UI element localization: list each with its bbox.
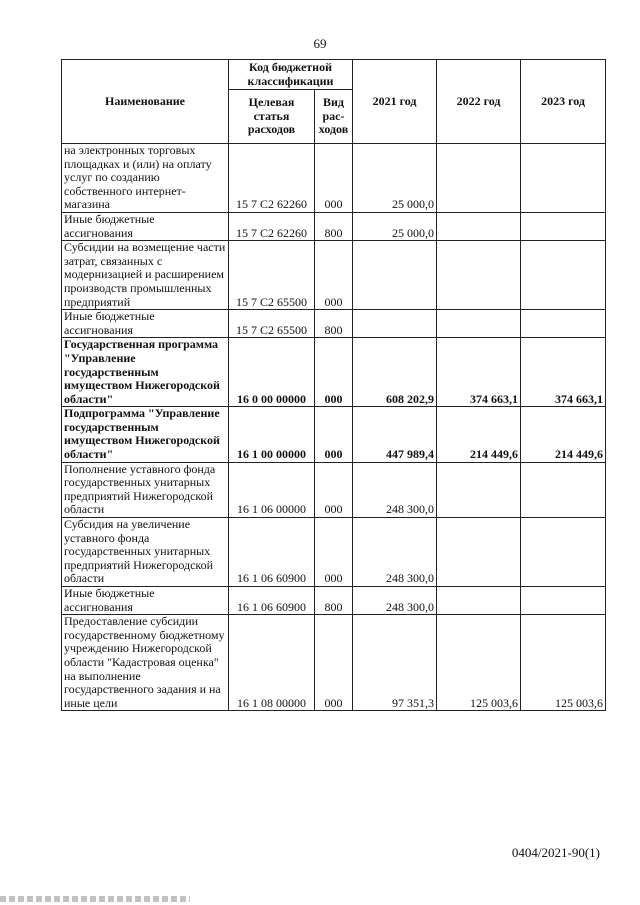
cell-2023	[521, 241, 606, 310]
cell-2022	[437, 462, 521, 517]
table-row	[62, 310, 606, 338]
cell-2022	[437, 310, 521, 338]
cell-2023	[521, 462, 606, 517]
table-body	[62, 144, 606, 711]
table-row	[62, 212, 606, 240]
cell-2022	[437, 518, 521, 587]
cell-target-code: 16 1 06 60900	[229, 518, 315, 587]
budget-table	[61, 59, 606, 711]
cell-name: Субсидии на возмещение части затрат, связанных с модернизацией и расширением производств промышленных предприятий	[62, 241, 229, 310]
header-target: Целевая статья расходов	[229, 90, 315, 144]
cell-2021	[353, 310, 437, 338]
cell-2023	[521, 212, 606, 240]
table-row	[62, 241, 606, 310]
cell-2022	[437, 587, 521, 615]
cell-target-code: 16 0 00 00000	[229, 338, 315, 407]
table-row	[62, 587, 606, 615]
header-vid: Вид рас-ходов	[315, 90, 353, 144]
cell-2022	[437, 144, 521, 213]
table-row	[62, 518, 606, 587]
table-row	[62, 338, 606, 407]
cell-2021: 25 000,0	[353, 212, 437, 240]
cell-2023	[521, 587, 606, 615]
cell-2023: 214 449,6	[521, 407, 606, 462]
cell-expense-type: 000	[315, 462, 353, 517]
cell-2021: 248 300,0	[353, 462, 437, 517]
table-row	[62, 407, 606, 462]
cell-target-code: 15 7 C2 62260	[229, 144, 315, 213]
scan-artifact	[0, 896, 190, 902]
cell-2021: 248 300,0	[353, 587, 437, 615]
cell-name: Подпрограмма "Управление государственным имуществом Нижегородской области"	[62, 407, 229, 462]
header-2021: 2021 год	[353, 60, 437, 144]
cell-expense-type: 000	[315, 144, 353, 213]
cell-2021: 608 202,9	[353, 338, 437, 407]
header-name: Наименование	[62, 60, 229, 144]
table-row	[62, 615, 606, 711]
cell-2021: 97 351,3	[353, 615, 437, 711]
cell-name: Субсидия на увеличение уставного фонда государственных унитарных предприятий Нижегородской области	[62, 518, 229, 587]
cell-expense-type: 800	[315, 212, 353, 240]
cell-2023	[521, 144, 606, 213]
cell-name: Иные бюджетные ассигнования	[62, 587, 229, 615]
cell-2023: 125 003,6	[521, 615, 606, 711]
cell-2022	[437, 212, 521, 240]
cell-2021	[353, 241, 437, 310]
table-row	[62, 144, 606, 213]
cell-target-code: 15 7 C2 62260	[229, 212, 315, 240]
cell-expense-type: 000	[315, 338, 353, 407]
header-2022: 2022 год	[437, 60, 521, 144]
cell-name: Пополнение уставного фонда государственных унитарных предприятий Нижегородской области	[62, 462, 229, 517]
cell-name: Иные бюджетные ассигнования	[62, 310, 229, 338]
cell-expense-type: 800	[315, 310, 353, 338]
cell-2022: 374 663,1	[437, 338, 521, 407]
cell-target-code: 15 7 C2 65500	[229, 241, 315, 310]
cell-expense-type: 000	[315, 518, 353, 587]
header-kbk: Код бюджетной классификации	[229, 60, 353, 90]
cell-expense-type: 000	[315, 241, 353, 310]
cell-name: Предоставление субсидии государственному бюджетному учреждению Нижегородской области "Кадастровая оценка" на выполнение государственного задания и на иные цели	[62, 615, 229, 711]
cell-name: Государственная программа "Управление государственным имуществом Нижегородской области"	[62, 338, 229, 407]
cell-target-code: 16 1 06 00000	[229, 462, 315, 517]
cell-2023: 374 663,1	[521, 338, 606, 407]
cell-target-code: 16 1 00 00000	[229, 407, 315, 462]
table-row	[62, 462, 606, 517]
cell-expense-type: 000	[315, 407, 353, 462]
cell-target-code: 15 7 C2 65500	[229, 310, 315, 338]
cell-2021: 248 300,0	[353, 518, 437, 587]
cell-2022	[437, 241, 521, 310]
header-2023: 2023 год	[521, 60, 606, 144]
cell-2023	[521, 310, 606, 338]
page-number: 69	[313, 36, 327, 51]
cell-2021: 25 000,0	[353, 144, 437, 213]
cell-2021: 447 989,4	[353, 407, 437, 462]
cell-target-code: 16 1 08 00000	[229, 615, 315, 711]
cell-name: на электронных торговых площадках и (или) на оплату услуг по созданию собственного интернет-магазина	[62, 144, 229, 213]
cell-target-code: 16 1 06 60900	[229, 587, 315, 615]
cell-expense-type: 000	[315, 615, 353, 711]
cell-expense-type: 800	[315, 587, 353, 615]
cell-2022: 125 003,6	[437, 615, 521, 711]
document-code: 0404/2021-90(1)	[511, 845, 600, 860]
cell-name: Иные бюджетные ассигнования	[62, 212, 229, 240]
cell-2023	[521, 518, 606, 587]
cell-2022: 214 449,6	[437, 407, 521, 462]
